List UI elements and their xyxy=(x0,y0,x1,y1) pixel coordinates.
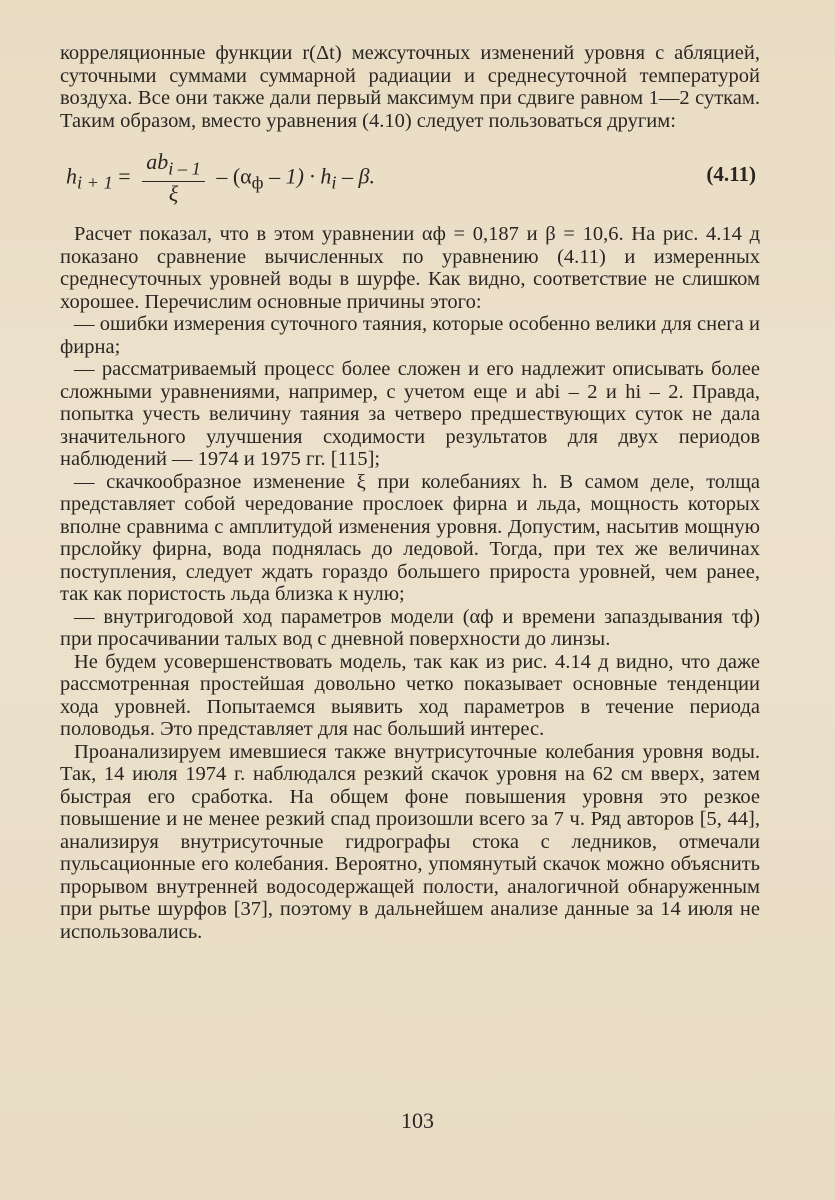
page-text xyxy=(60,42,760,943)
list-item: — рассматриваемый процесс более сложен и его надлежит описывать более сложными уравнениями, например, с учетом еще и abi – 2 и hi – 2. Правда, попытка учесть величину таяния за четверо предшествующих суток не дала значительного улучшения сходимости результатов для двух периодов наблюдений — 1974 и 1975 гг. [115]; xyxy=(60,358,760,470)
paragraph: Проанализируем имевшиеся также внутрисуточные колебания уровня воды. Так, 14 июля 1974 г. наблюдался резкий скачок уровня на 62 см вверх, затем быстрая его сработка. На общем фоне повышения уровня это резкое повышение и не менее резкий спад произошли всего за 7 ч. Ряд авторов [5, 44], анализируя внутрисуточные гидрографы стока с ледников, отмечали пульсационные его колебания. Вероятно, упомянутый скачок можно объяснить прорывом внутренней водосодержащей полости, аналогичной обнаруженным при рытье шурфов [37], поэтому в дальнейшем анализе данные за 14 июля не использовались. xyxy=(60,740,760,943)
list-item: — скачкообразное изменение ξ при колебаниях h. В самом деле, толща представляет собой чередование прослоек фирна и льда, мощность которых вполне сравнима с амплитудой изменения уровня. Допустим, насытив мощную прслойку фирна, вода поднялась до ледовой. Тогда, при тех же величинах поступления, следует ждать гораздо большего прироста уровней, чем ранее, так как пористость льда близка к нулю; xyxy=(60,470,760,605)
equation-fraction: $\frac{ab_{i - 1}}{\xi}$ xyxy=(142,151,205,205)
list-item: — ошибки измерения суточного таяния, которые особенно велики для снега и фирна; xyxy=(60,313,760,358)
paragraph: Расчет показал, что в этом уравнении αф = 0,187 и β = 10,6. На рис. 4.14 д показано сравнение вычисленных по уравнению (4.11) и измеренных среднесуточных уровней воды в шурфе. Как видно, соответствие не слишком хорошее. Перечислим основные причины этого: xyxy=(60,223,760,313)
equation-number: (4.11) xyxy=(706,162,756,186)
paragraph: Не будем усовершенствовать модель, так как из рис. 4.14 д видно, что даже рассмотренная простейшая довольно четко показывает основные тенденции хода уровней. Попытаемся выявить ход параметров в течение периода половодья. Это представляет для нас больший интерес. xyxy=(60,650,760,740)
equation-4-11 xyxy=(60,141,760,215)
list-item: — внутригодовой ход параметров модели (αф и времени запаздывания τф) при просачивании талых вод с дневной поверхности до линзы. xyxy=(60,605,760,650)
equation-formula: $h_{i + 1}$ = $\frac{ab_{i - 1}}{\xi}$ – $(\alpha_ф - 1) \cdot h_i - \beta$. xyxy=(66,149,375,206)
paragraph-intro: корреляционные функции r(Δt) межсуточных изменений уровня с абляцией, суточными суммами суммарной радиации и среднесуточной температурой воздуха. Все они также дали первый максимум при сдвиге равном 1—2 суткам. Таким образом, вместо уравнения (4.10) следует пользоваться другим: xyxy=(60,42,760,132)
page-number: 103 xyxy=(401,1108,434,1133)
